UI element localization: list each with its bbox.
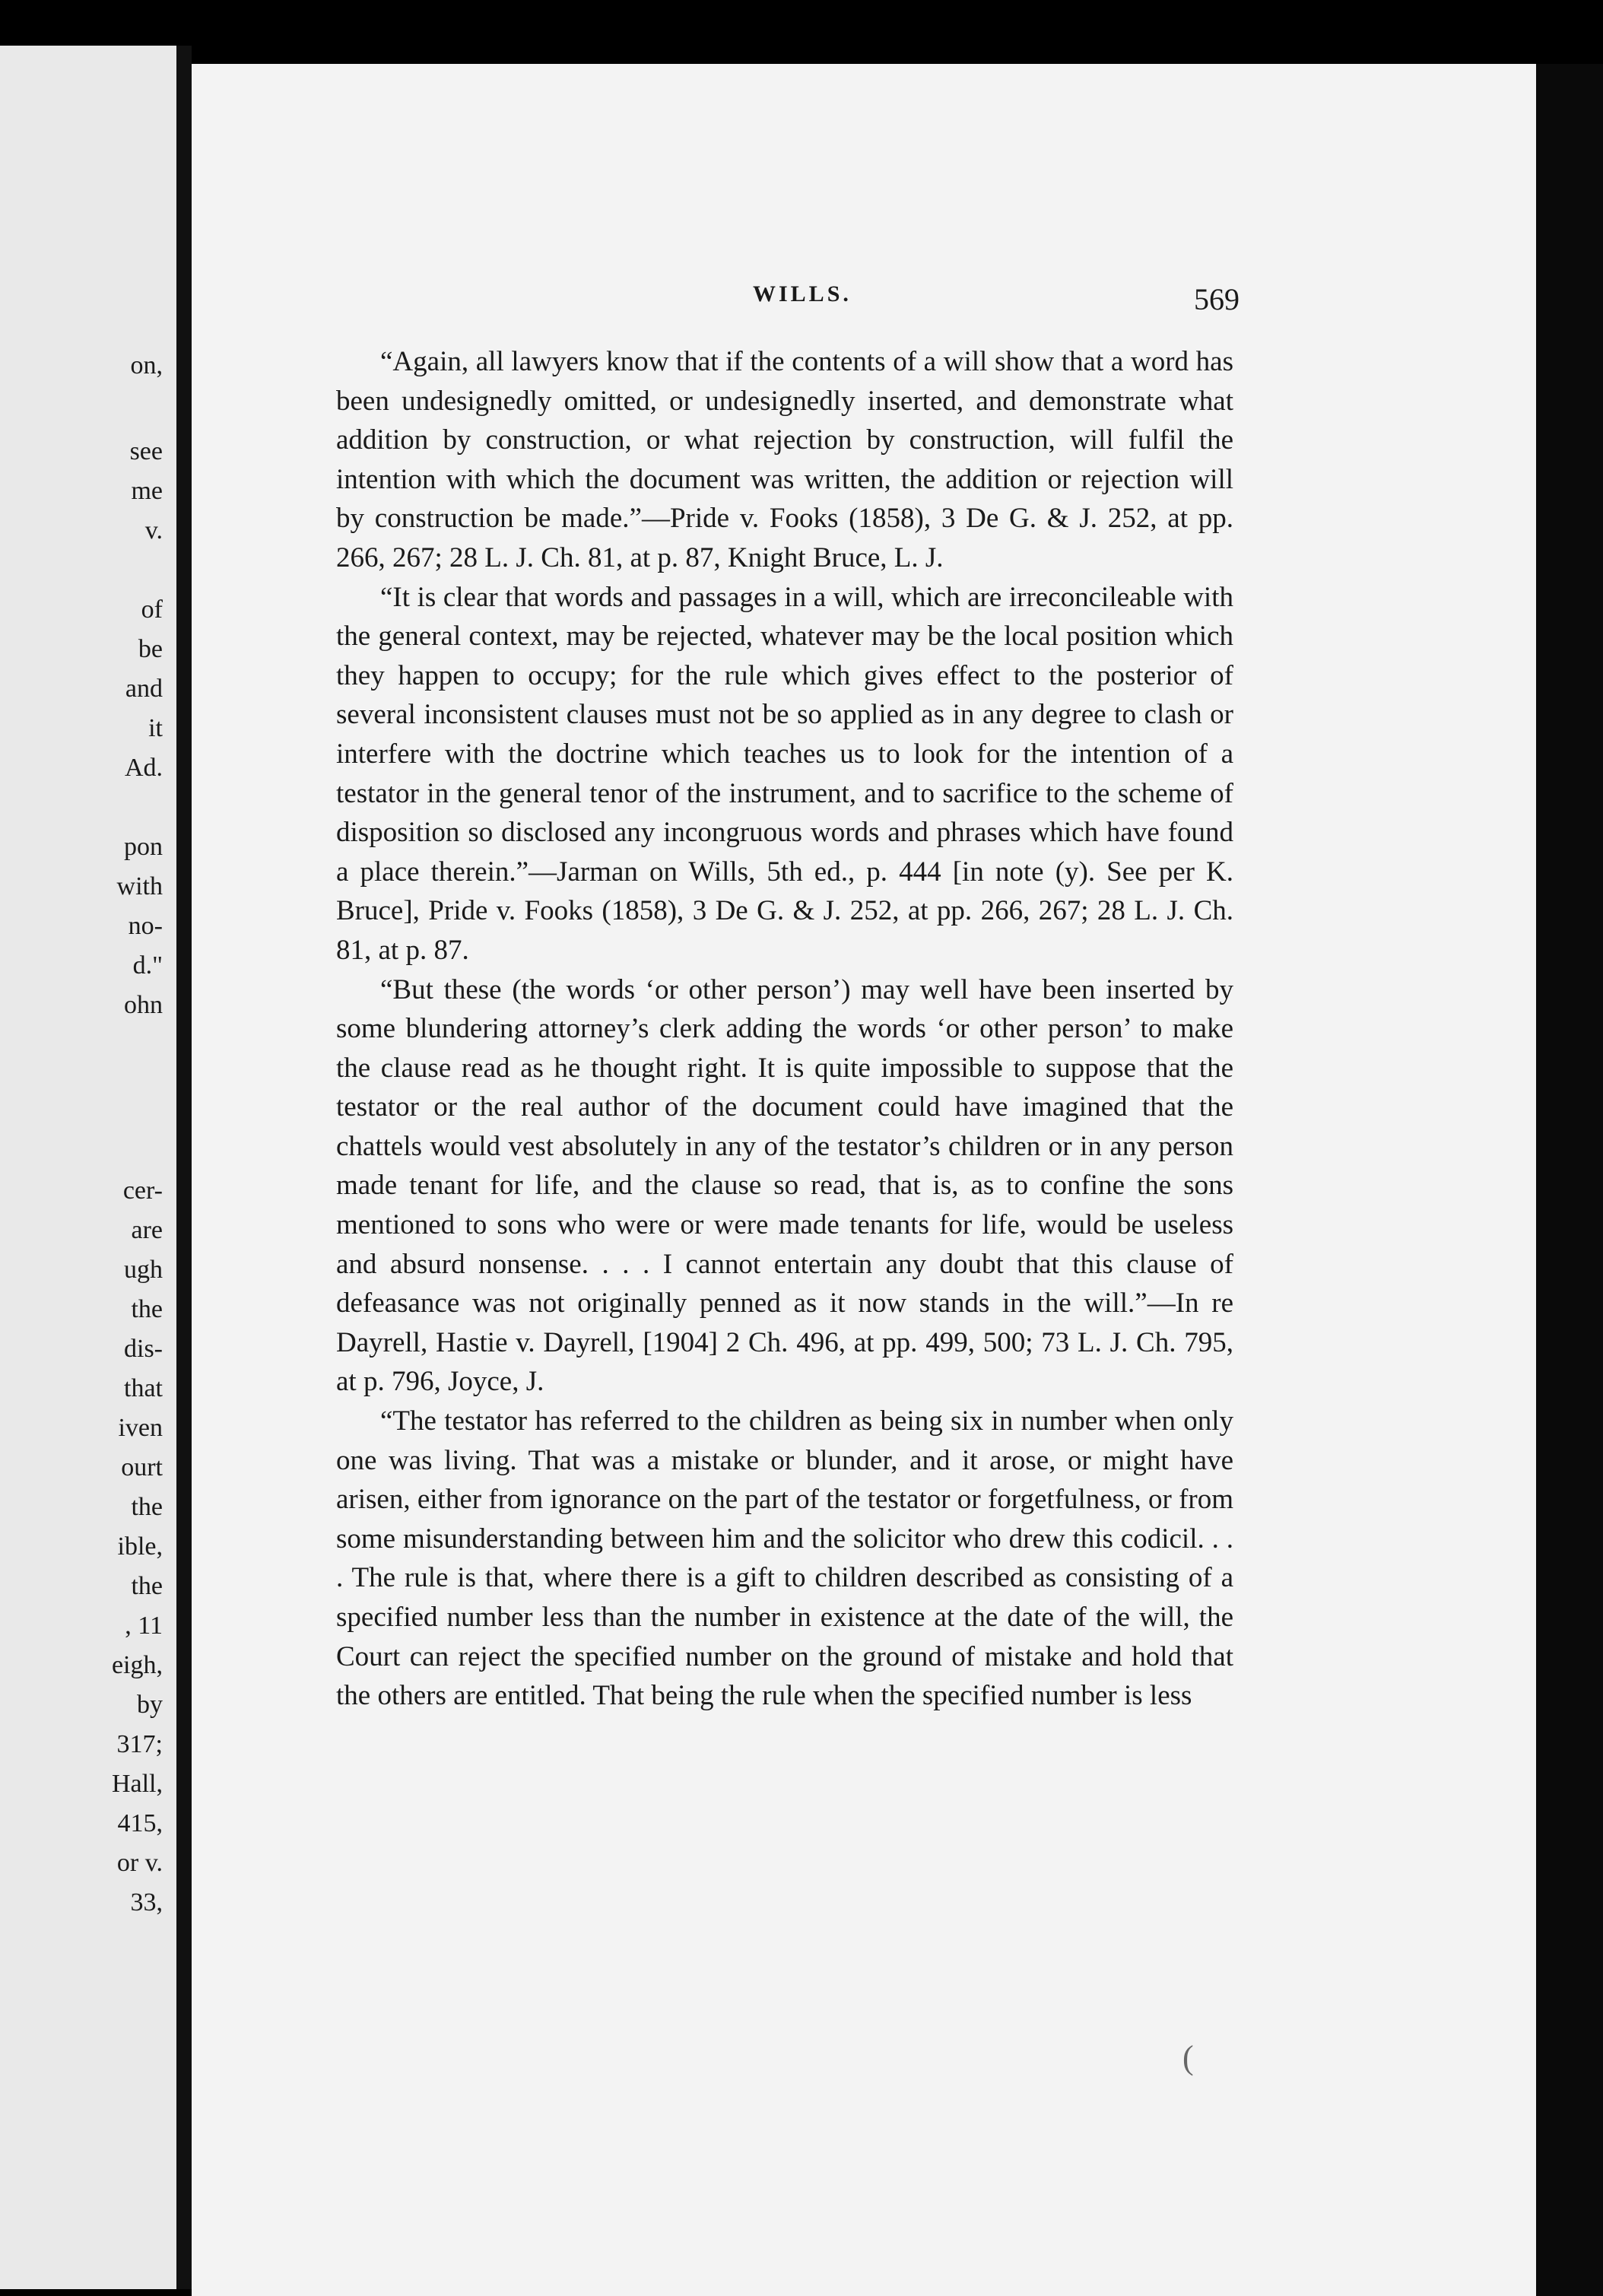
- left-page-fragment: the: [131, 1295, 163, 1323]
- running-head: WILLS.: [753, 281, 852, 306]
- left-page-fragment: 33,: [130, 1888, 163, 1917]
- left-page-fragment: eigh,: [111, 1651, 163, 1679]
- left-page-fragment: iven: [118, 1414, 163, 1442]
- left-page-fragment: on,: [130, 351, 163, 379]
- paragraph-testator-children: “The testator has referred to the children as being six in number when only one was living. That was a mistake or blunder, and it arose, or might have arisen, either from ignorance on the part of the testator or forgetfulness, or from some misunderstanding between him and the solicitor who drew this codicil. . . . The rule is that, where there is a gift to children described as consisting of a specified number less than the number in existence at the date of the will, the Court can reject the specified number on the ground of mistake and hold that the others are entitled. That being the rule when the specified number is less: [336, 1405, 1233, 1712]
- left-page-fragment: of: [141, 595, 163, 624]
- page-number: 569: [1194, 282, 1240, 316]
- paragraph-in-re-dayrell: “But these (the words ‘or other person’) may well have been inserted by some blundering attorney’s clerk adding the words ‘or other person’ to make the clause read as he thought right. It is quite impossible to suppose that the testator or the real author of the document could have imagined that the chattels would vest absolutely in any of the testator’s children or in any person made tenant for life, and the clause so read, that is, as to confine the sons mentioned to sons who were or were made tenants for life, would be useless and absurd nonsense. . . . I cannot entertain any doubt that this clause of defeasance was not originally penned as it now stands in the will.”—In re Dayrell, Hastie v. Dayrell, [1904] 2 Ch. 496, at pp. 499, 500; 73 L. J. Ch. 795, at p. 796, Joyce, J.: [336, 973, 1233, 1398]
- left-page-fragment: , 11: [125, 1612, 163, 1640]
- left-page-fragment: or v.: [116, 1849, 163, 1877]
- left-page-fragment: Hall,: [111, 1770, 163, 1798]
- left-facing-page: [0, 46, 176, 2289]
- right-edge-shadow: [1536, 64, 1603, 2296]
- left-page-fragment: and: [125, 675, 163, 703]
- left-page-fragment: ohn: [124, 991, 163, 1019]
- left-page-fragment: the: [131, 1572, 163, 1600]
- left-page-fragment: 317;: [116, 1730, 163, 1758]
- left-page-fragment: dis-: [124, 1335, 163, 1363]
- left-page-fragment: with: [116, 872, 163, 900]
- left-page-fragment: the: [131, 1493, 163, 1521]
- left-page-fragment: it: [148, 714, 163, 742]
- left-page-fragment: see: [129, 437, 163, 465]
- left-page-fragment: be: [138, 635, 163, 663]
- paragraph-jarman-on-wills: “It is clear that words and passages in a will, which are irreconcileable with the general context, may be rejected, whatever may be the local position which they happen to occupy; for the rule which gives effect to the posterior of several inconsistent clauses must not be so applied as in any degree to clash or interfere with the doctrine which teaches us to look for the intention of a testator in the general tenor of the instrument, and to sacrifice to the scheme of disposition so disclosed any incongruous words and phrases which have found a place therein.”—Jarman on Wills, 5th ed., p. 444 [in note (y). See per K. Bruce], Pride v. Fooks (1858), 3 De G. & J. 252, at pp. 266, 267; 28 L. J. Ch. 81, at p. 87.: [336, 581, 1233, 966]
- left-page-fragment: ourt: [121, 1453, 163, 1481]
- left-page-fragment: by: [137, 1691, 163, 1719]
- page-header: [395, 274, 1240, 319]
- left-page-fragment: ible,: [117, 1532, 163, 1561]
- left-page-fragment: v.: [144, 516, 163, 545]
- left-page-fragment: cer-: [122, 1177, 163, 1205]
- left-page-fragment: are: [131, 1216, 163, 1244]
- left-page-fragment: no-: [128, 912, 163, 940]
- page-gutter: [176, 46, 192, 2289]
- left-page-fragment: pon: [124, 833, 163, 861]
- paragraph-pride-v-fooks: “Again, all lawyers know that if the contents of a will show that a word has been undesignedly omitted, or undesignedly inserted, and demonstrate what addition by construction, or what rejection by construction, will fulfil the intention with which the document was written, the addition or rejection will by construction be made.”—Pride v. Fooks (1858), 3 De G. & J. 252, at pp. 266, 267; 28 L. J. Ch. 81, at p. 87, Knight Bruce, L. J.: [336, 346, 1233, 573]
- left-page-fragment: Ad.: [124, 754, 163, 782]
- body-text: [336, 342, 1233, 1716]
- left-page-fragment: ugh: [124, 1256, 163, 1284]
- left-page-fragment: 415,: [117, 1809, 163, 1837]
- pencil-mark: (: [1182, 2039, 1194, 2076]
- left-page-fragment: me: [131, 477, 163, 505]
- left-page-fragment: that: [124, 1374, 163, 1402]
- left-page-fragment: d.": [132, 951, 163, 980]
